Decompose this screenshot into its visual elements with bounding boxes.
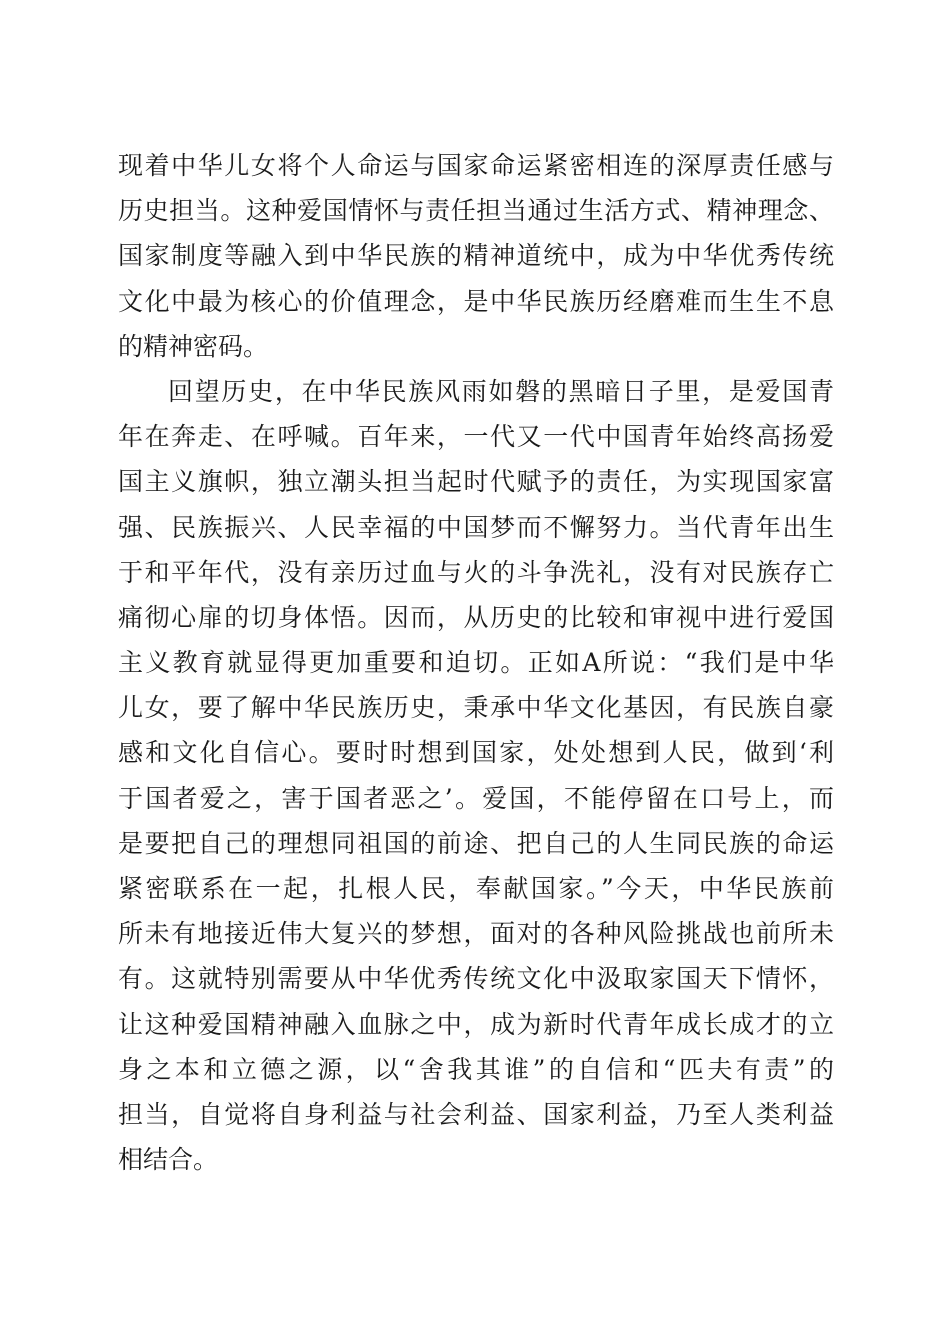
text-line: 主义教育就显得更加重要和迫切。正如A所说：“我们是中华 (118, 648, 834, 678)
text-line: 文化中最为核心的价值理念，是中华民族历经磨难而生生不息 (118, 286, 834, 316)
text-line: 的精神密码。 (118, 331, 269, 361)
text-line-indented: 回望历史，在中华民族风雨如磐的黑暗日子里，是爱国青 (168, 376, 834, 406)
body-text (118, 143, 834, 1182)
text-line: 年在奔走、在呼喊。百年来，一代又一代中国青年始终高扬爱 (118, 422, 834, 452)
text-line: 国主义旗帜，独立潮头担当起时代赋予的责任，为实现国家富 (118, 467, 834, 497)
text-line: 担当，自觉将自身利益与社会利益、国家利益，乃至人类利益 (118, 1099, 834, 1129)
text-line: 历史担当。这种爱国情怀与责任担当通过生活方式、精神理念、 (118, 196, 834, 226)
text-line: 所未有地接近伟大复兴的梦想，面对的各种风险挑战也前所未 (118, 919, 834, 949)
text-line: 让这种爱国精神融入血脉之中，成为新时代青年成长成才的立 (118, 1009, 834, 1039)
text-line: 有。这就特别需要从中华优秀传统文化中汲取家国天下情怀， (118, 964, 834, 994)
text-line: 国家制度等融入到中华民族的精神道统中，成为中华优秀传统 (118, 241, 834, 271)
text-line: 是要把自己的理想同祖国的前途、把自己的人生同民族的命运 (118, 828, 834, 858)
text-line: 强、民族振兴、人民幸福的中国梦而不懈努力。当代青年出生 (118, 512, 834, 542)
text-line: 感和文化自信心。要时时想到国家，处处想到人民，做到‘利 (118, 738, 834, 768)
text-line: 于和平年代，没有亲历过血与火的斗争洗礼，没有对民族存亡 (118, 557, 834, 587)
text-line: 于国者爱之，害于国者恶之’。爱国，不能停留在口号上，而 (118, 783, 834, 813)
text-line: 现着中华儿女将个人命运与国家命运紧密相连的深厚责任感与 (118, 151, 834, 180)
text-line: 身之本和立德之源，以“舍我其谁”的自信和“匹夫有责”的 (118, 1054, 834, 1084)
text-line: 相结合。 (118, 1145, 219, 1175)
text-line: 紧密联系在一起，扎根人民，奉献国家。”今天，中华民族前 (118, 874, 834, 903)
text-line: 痛彻心扉的切身体悟。因而，从历史的比较和审视中进行爱国 (118, 602, 834, 632)
text-line: 儿女，要了解中华民族历史，秉承中华文化基因，有民族自豪 (118, 693, 834, 723)
